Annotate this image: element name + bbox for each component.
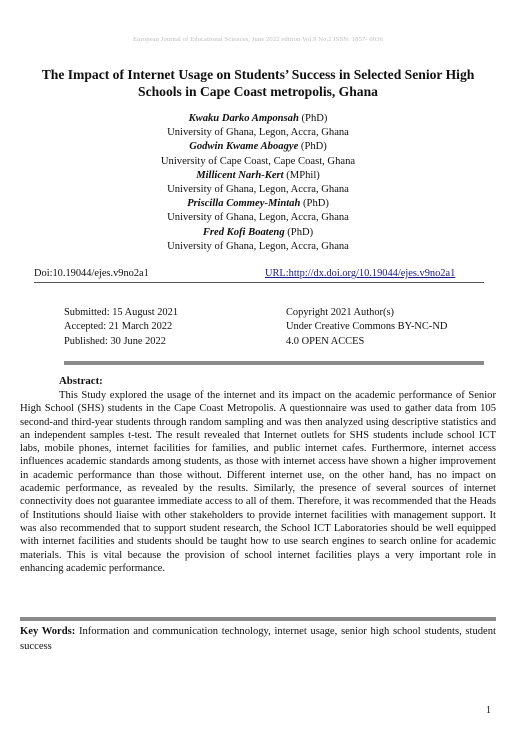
author-affiliation: University of Ghana, Legon, Accra, Ghana xyxy=(167,127,349,139)
published-date: Published: 30 June 2022 xyxy=(64,335,166,347)
author-name: Kwaku Darko Amponsah xyxy=(188,113,299,124)
author-line xyxy=(60,112,456,126)
author-degree: (PhD) xyxy=(298,113,328,124)
author-degree: (PhD) xyxy=(300,198,329,210)
divider-bar xyxy=(64,361,484,365)
author-name: Millicent Narh-Kert xyxy=(196,169,284,181)
accepted-date: Accepted: 21 March 2022 xyxy=(64,321,173,333)
author-degree: (PhD) xyxy=(298,141,327,153)
divider-line xyxy=(34,282,484,283)
author-line xyxy=(60,169,456,183)
divider-bar xyxy=(20,617,496,621)
paper-title: The Impact of Internet Usage on Students’ Success in Selected Senior High Schools in Cape Coast metropolis, Ghana xyxy=(41,67,475,99)
running-header: European Journal of Educational Sciences, June 2022 edition Vol.9 No.2 ISSN: 1857- 6036 xyxy=(132,36,383,43)
keywords-label: Key Words: xyxy=(20,626,76,637)
doi-url-link[interactable]: URL:http://dx.doi.org/10.19044/ejes.v9no2a1 xyxy=(265,268,456,279)
keywords xyxy=(20,624,496,654)
author-line xyxy=(60,197,456,211)
license-info xyxy=(286,306,447,349)
author-affiliation: University of Cape Coast, Cape Coast, Ghana xyxy=(160,155,356,167)
license-text: Under Creative Commons BY-NC-ND xyxy=(286,321,448,333)
copyright-text: Copyright 2021 Author(s) xyxy=(286,307,394,318)
author-affiliation: University of Ghana, Legon, Accra, Ghana xyxy=(167,184,349,196)
author-degree: (MPhil) xyxy=(283,169,320,181)
author-line xyxy=(60,226,456,240)
publication-dates xyxy=(64,306,178,349)
abstract-heading: Abstract: xyxy=(59,375,103,387)
page-number: 1 xyxy=(486,705,491,716)
author-degree: (PhD) xyxy=(284,226,314,238)
doi-text: Doi:10.19044/ejes.v9no2a1 xyxy=(34,268,149,279)
submitted-date: Submitted: 15 August 2021 xyxy=(64,307,179,318)
author-affiliation: University of Ghana, Legon, Accra, Ghana xyxy=(167,240,349,252)
author-name: Godwin Kwame Aboagye xyxy=(189,141,299,153)
author-line xyxy=(60,140,456,154)
author-block xyxy=(60,112,456,254)
abstract-body: This Study explored the usage of the internet and its impact on the academic performance of Senior High School (SHS) students in the Cape Coast Metropolis. A questionnaire was used to gather data from 105 second-and third-year students through random sampling and was then analyzed using descriptive statistics and an independent samples t-test. The result revealed that Internet outlets for SHS students include school ICT labs, mobile phones, internet facilities for families, and public internet cafes. Furthermore, internet access influences academic standards among students, as those with internet access have shown a higher improvement in academic performance than those without. Different internet use, on the other hand, has no impact on academic performance, as revealed by the results. Similarly, the presence of several sources of internet connectivity does not guarantee immediate access to all of them. Therefore, it was recommended that the Heads of Institutions should liaise with other stakeholders to provide internet facilities with management support. It was also recommended that to support student research, the School ICT Laboratories should be well equipped with internet facilities and students should be taught how to use search engines to search online for academic materials. This is vital because the provision of school internet facilities plays a very important role in enhancing academic performance. xyxy=(20,390,496,574)
author-affiliation: University of Ghana, Legon, Accra, Ghana xyxy=(167,212,349,224)
open-access-text: 4.0 OPEN ACCES xyxy=(286,335,365,347)
keywords-text: Information and communication technology, internet usage, senior high school students, student success xyxy=(20,626,496,652)
author-name: Fred Kofi Boateng xyxy=(202,226,285,238)
author-name: Priscilla Commey-Mintah xyxy=(187,198,301,210)
